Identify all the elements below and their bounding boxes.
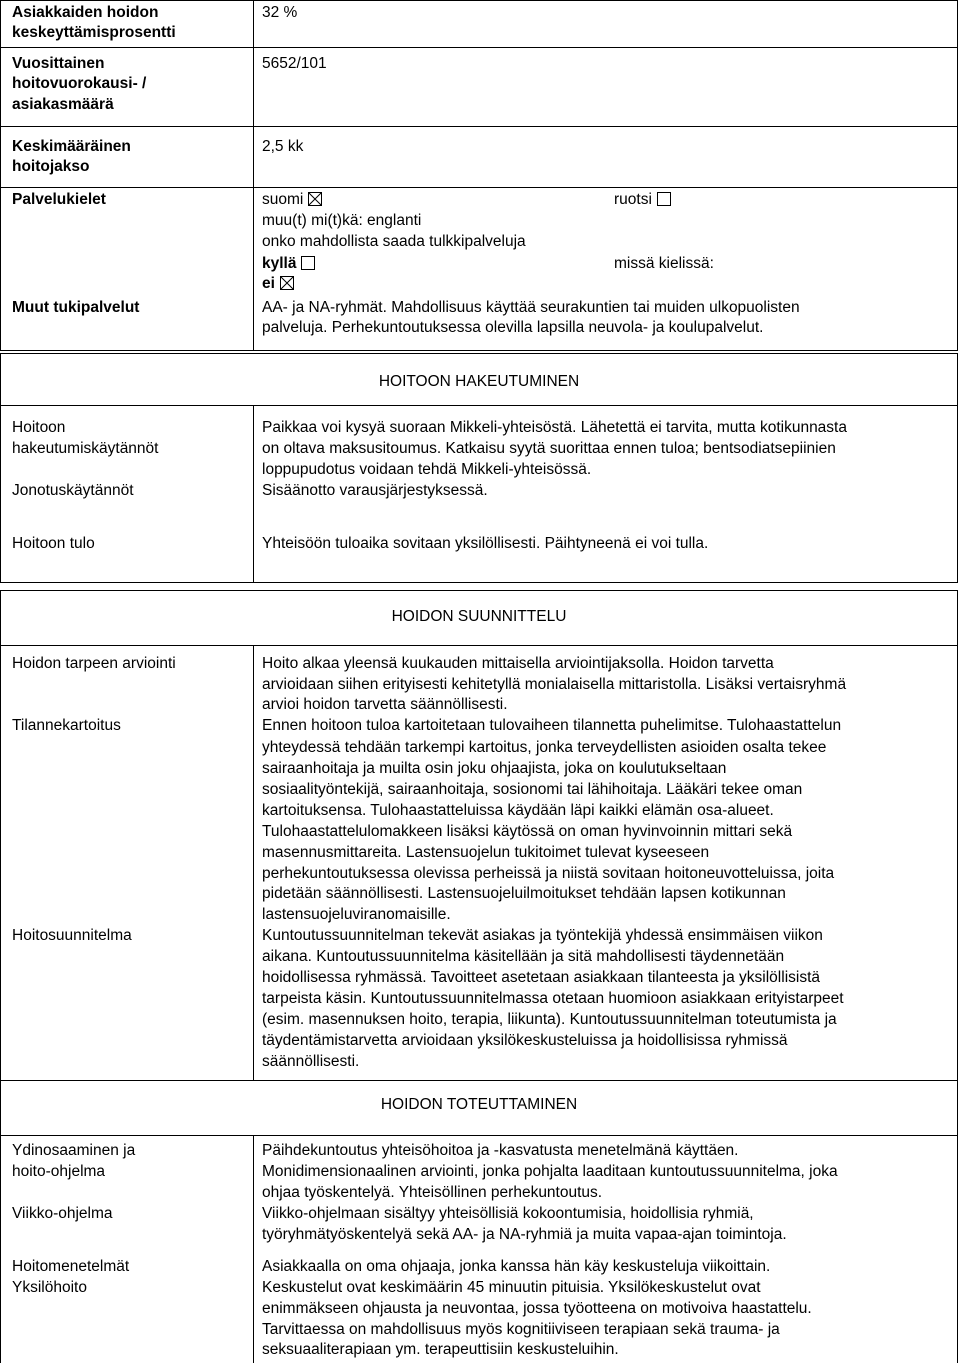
- interpreter-no-label: ei: [262, 275, 275, 292]
- section-border-left: [0, 590, 1, 1363]
- section-heading-admission: HOITOON HAKEUTUMINEN: [378, 373, 580, 390]
- interpreter-question: onko mahdollista saada tulkkipalveluja: [262, 233, 526, 250]
- section-border-bottom: [0, 582, 958, 583]
- label-individual-care: Yksilöhoito: [12, 1279, 87, 1296]
- checkbox-interpreter-yes[interactable]: [301, 256, 315, 270]
- row-divider: [0, 126, 958, 127]
- interpreter-yes: [262, 254, 315, 274]
- label-ideology-line1: Ydinosaaminen ja: [12, 1142, 136, 1159]
- individual-text-line4: Tarvittaessa on mahdollisuus myös kognitiiviseen terapiaan sekä trauma- ja: [262, 1321, 780, 1338]
- column-divider: [253, 0, 254, 351]
- value-avg-period: 2,5 kk: [262, 138, 304, 155]
- support-text-line2: palveluja. Perhekuntoutuksessa olevilla lapsilla neuvola- ja koulupalvelut.: [262, 319, 764, 336]
- label-annual-days-line2: hoitovuorokausi- /: [12, 75, 147, 92]
- admission-text-line3: loppupudotus voidaan tehdä Mikkeli-yhteisössä.: [262, 461, 592, 478]
- column-divider: [253, 405, 254, 583]
- label-support: Muut tukipalvelut: [12, 299, 140, 316]
- label-care-percent-line2: keskeyttämisprosentti: [12, 24, 176, 41]
- mapping-text-line8: perhekuntoutuksessa olevissa perheissä ja niistä sovitaan hoitoneuvotteluissa, joita: [262, 865, 835, 882]
- checkbox-finnish[interactable]: [308, 192, 322, 206]
- heading-divider: [0, 645, 958, 646]
- table-border-top: [0, 0, 958, 1]
- plan-text-line6: täydentämistarvetta arvioidaan yksilökeskusteluissa ja hoidollisissa ryhmissä: [262, 1032, 788, 1049]
- interpreter-no: [262, 274, 294, 294]
- label-avg-period-line1: Keskimääräinen: [12, 138, 131, 155]
- plan-text-line1: Kuntoutussuunnitelman tekevät asiakas ja työntekijä yhdessä ensimmäisen viikon: [262, 927, 823, 944]
- needs-text-line1: Hoito alkaa yleensä kuukauden mittaisella arviointijaksolla. Hoidon tarvetta: [262, 655, 774, 672]
- label-methods: Hoitomenetelmät: [12, 1258, 130, 1275]
- row-divider: [0, 187, 958, 188]
- mapping-text-line4: sosiaalityöntekijä, sairaanhoitaja, sosionomi tai lähihoitaja. Lääkäri tekee oman: [262, 781, 803, 798]
- label-care-percent-line1: Asiakkaiden hoidon: [12, 4, 159, 21]
- label-languages: Palvelukielet: [12, 191, 106, 208]
- mapping-text-line9: pidetään säännöllisesti. Lastensuojeluilmoitukset tehdään lapsen kotikunnan: [262, 885, 786, 902]
- mapping-text-line2: yhteydessä tehdään tarkempi kartoitus, jonka terveydellisten asioiden osalta tekee: [262, 739, 827, 756]
- column-divider: [253, 1135, 254, 1363]
- heading-divider: [0, 405, 958, 406]
- section-border-top: [0, 353, 958, 354]
- section-heading-planning: HOIDON SUUNNITTELU: [391, 608, 567, 625]
- mapping-text-line3: sairaanhoitaja ja muilta osin joku ohjaajista, joka on koulutukseltaan: [262, 760, 727, 777]
- language-finnish: [262, 190, 322, 210]
- section-border-right: [957, 590, 958, 1363]
- mapping-text-line6: Tulohaastattelulomakkeen lisäksi käytössä on oman hyvinvoinnin mittari sekä: [262, 823, 793, 840]
- label-admission-practices-line1: Hoitoon: [12, 419, 66, 436]
- language-swedish: [614, 190, 671, 210]
- label-annual-days-line1: Vuosittainen: [12, 55, 105, 72]
- needs-text-line2: arvioidaan siihen erityisesti kehitetyllä monialaisella mittaristolla. Lisäksi vertaisryhmä: [262, 676, 847, 693]
- checkbox-interpreter-no[interactable]: [280, 276, 294, 290]
- value-care-percent: 32 %: [262, 4, 298, 21]
- ideology-text-line1: Päihdekuntoutus yhteisöhoitoa ja -kasvatusta menetelmänä käyttäen.: [262, 1142, 739, 1159]
- table-border-bottom: [0, 350, 958, 351]
- column-divider: [253, 645, 254, 1081]
- individual-text-line3: enimmäkseen ohjausta ja neuvontaa, jossa työotteena on motivoiva haastattelu.: [262, 1300, 812, 1317]
- plan-text-line7: säännöllisesti.: [262, 1053, 360, 1070]
- admission-text-line4: Sisäänotto varausjärjestyksessä.: [262, 482, 488, 499]
- interpreter-yes-label: kyllä: [262, 255, 297, 272]
- language-swedish-label: ruotsi: [614, 191, 652, 208]
- section-border-top: [0, 590, 958, 591]
- label-arrival: Hoitoon tulo: [12, 535, 95, 552]
- heading-divider: [0, 1135, 958, 1136]
- mapping-text-line5: kartoituksensa. Tulohaastatteluissa käydään läpi kaikki elämän osa-alueet.: [262, 802, 774, 819]
- support-text-line1: AA- ja NA-ryhmät. Mahdollisuus käyttää seurakuntien tai muiden ulkopuolisten: [262, 299, 800, 316]
- individual-text-line5: seksuaaliterapiaan ym. terapeuttisiin keskusteluihin.: [262, 1341, 619, 1358]
- label-avg-period-line2: hoitojakso: [12, 158, 90, 175]
- arrival-text: Yhteisöön tuloaika sovitaan yksilöllisesti. Päihtyneenä ei voi tulla.: [262, 535, 709, 552]
- plan-text-line3: hoidollisessa ryhmässä. Tavoitteet asetetaan asiakkaan tilanteesta ja yksilöllisistä: [262, 969, 821, 986]
- table-border-left: [0, 0, 1, 351]
- label-queue-practices: Jonotuskäytännöt: [12, 482, 134, 499]
- label-situation-mapping: Tilannekartoitus: [12, 717, 121, 734]
- label-annual-days-line3: asiakasmäärä: [12, 96, 114, 113]
- label-admission-practices-line2: hakeutumiskäytännöt: [12, 440, 159, 457]
- plan-text-line2: aikana. Kuntoutussuunnitelma käsitellään ja sitä mahdollisesti täydennetään: [262, 948, 785, 965]
- row-divider: [0, 47, 958, 48]
- value-annual-days: 5652/101: [262, 55, 327, 72]
- section-heading-implementation: HOIDON TOTEUTTAMINEN: [380, 1096, 578, 1113]
- weekly-text-line2: työryhmätyöskentelyä sekä AA- ja NA-ryhmiä ja muita vapaa-ajan toimintoja.: [262, 1226, 787, 1243]
- plan-text-line5: (esim. masennuksen hoito, terapia, liikunta). Kuntoutussuunnitelman toteutumista ja: [262, 1011, 837, 1028]
- admission-text-line2: on oltava maksusitoumus. Katkaisu syytä suorittaa ennen tuloa; bentsodiatsepiinien: [262, 440, 836, 457]
- plan-text-line4: tarpeista käsin. Kuntoutussuunnitelmassa otetaan huomioon asiakkaan erityistarpeet: [262, 990, 844, 1007]
- label-care-plan: Hoitosuunnitelma: [12, 927, 132, 944]
- ideology-text-line3: ohjaa työskentelyä. Yhteisöllinen perhekuntoutus.: [262, 1184, 603, 1201]
- mapping-text-line10: lastensuojeluviranomaisille.: [262, 906, 451, 923]
- ideology-text-line2: Monidimensionaalinen arviointi, jonka pohjalta laaditaan kuntoutussuunnitelma, joka: [262, 1163, 838, 1180]
- table-border-right: [957, 0, 958, 351]
- admission-text-line1: Paikkaa voi kysyä suoraan Mikkeli-yhteisöstä. Lähetettä ei tarvita, mutta kotikunnasta: [262, 419, 847, 436]
- mapping-text-line1: Ennen hoitoon tuloa kartoitetaan tulovaiheen tilannetta puhelimitse. Tulohaastattelun: [262, 717, 842, 734]
- language-finnish-label: suomi: [262, 191, 304, 208]
- interpreter-languages-label: missä kielissä:: [614, 255, 714, 272]
- label-needs-assessment: Hoidon tarpeen arviointi: [12, 655, 176, 672]
- individual-text-line1: Asiakkaalla on oma ohjaaja, jonka kanssa hän käy keskusteluja viikoittain.: [262, 1258, 771, 1275]
- weekly-text-line1: Viikko-ohjelmaan sisältyy yhteisöllisiä kokoontumisia, hoidollisia ryhmiä,: [262, 1205, 754, 1222]
- section-divider: [0, 1080, 958, 1081]
- mapping-text-line7: masennusmittareita. Lastensuojelun tukitoimet tulevat kyseeseen: [262, 844, 710, 861]
- individual-text-line2: Keskustelut ovat keskimäärin 45 minuutin pituisia. Yksilökeskustelut ovat: [262, 1279, 761, 1296]
- language-other: muu(t) mi(t)kä: englanti: [262, 212, 422, 229]
- label-weekly-program: Viikko-ohjelma: [12, 1205, 113, 1222]
- checkbox-swedish[interactable]: [657, 192, 671, 206]
- needs-text-line3: arvioi hoidon tarvetta säännöllisesti.: [262, 696, 508, 713]
- label-ideology-line2: hoito-ohjelma: [12, 1163, 106, 1180]
